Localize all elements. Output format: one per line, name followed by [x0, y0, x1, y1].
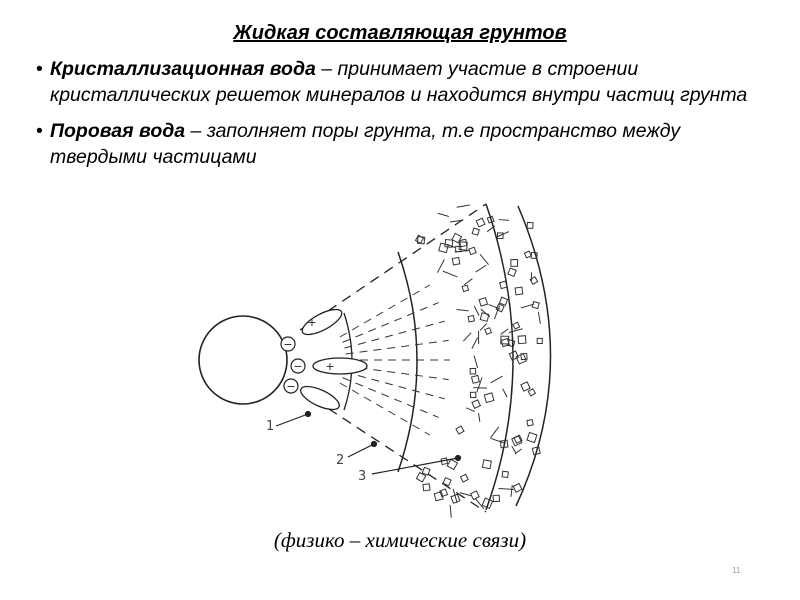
soil-tick: [457, 309, 469, 310]
label-3: 3: [358, 469, 367, 484]
soil-square: [493, 495, 499, 501]
soil-tick: [480, 254, 488, 264]
bullet-dot: •: [36, 58, 43, 80]
soil-square: [521, 382, 530, 391]
soil-tick: [457, 205, 470, 207]
soil-square: [482, 460, 491, 469]
soil-square: [469, 247, 476, 254]
soil-square: [476, 218, 485, 227]
bullet-term: Кристаллизационная вода: [50, 58, 316, 80]
label-2: 2: [336, 453, 345, 468]
layer-boundary-2: [398, 252, 417, 472]
leader-line-1: [276, 414, 308, 426]
soil-square: [502, 471, 508, 477]
soil-tick: [474, 306, 479, 316]
diagram-caption: (физико – химические связи): [273, 528, 527, 552]
soil-square: [452, 257, 459, 264]
soil-tick: [438, 213, 449, 216]
radial-dash: [342, 303, 438, 343]
soil-square: [422, 467, 430, 475]
outer-layer-marks: [415, 205, 542, 518]
soil-square: [423, 484, 430, 491]
leader-dot-1: [306, 412, 311, 417]
soil-tick: [515, 449, 522, 454]
ellipse-bottom-outer: [298, 382, 343, 414]
ion-sign-1: −: [283, 338, 293, 351]
soil-square: [527, 222, 533, 228]
soil-tick: [477, 377, 482, 392]
bullet-text: – заполняет поры грунта, т.е пространство между твердыми частицами: [50, 120, 681, 168]
soil-tick: [511, 485, 512, 497]
soil-tick: [443, 271, 458, 277]
soil-tick: [474, 356, 478, 368]
layer-boundary-3: [486, 204, 513, 510]
soil-tick: [538, 312, 540, 324]
leader-line-2: [348, 444, 374, 457]
leader-line-3: [372, 458, 458, 474]
bullet-dot: •: [36, 120, 43, 142]
soil-square: [513, 322, 520, 329]
radial-dash: [344, 372, 444, 399]
soil-square: [537, 338, 542, 343]
soil-square: [508, 268, 516, 276]
soil-square: [527, 420, 533, 426]
soil-square: [461, 474, 469, 482]
soil-tick: [466, 408, 474, 412]
soil-tick: [491, 427, 499, 438]
bullet-term: Поровая вода: [50, 120, 186, 142]
soil-square: [447, 459, 457, 469]
soil-tick: [473, 388, 487, 389]
soil-square: [513, 483, 522, 492]
soil-square: [479, 298, 487, 306]
soil-square: [524, 251, 531, 258]
soil-square: [462, 285, 468, 291]
soil-square: [485, 328, 492, 335]
ellipse-middle-outer: [313, 358, 367, 374]
ion-sign-5: +: [307, 316, 317, 329]
soil-tick: [479, 413, 480, 422]
page-number: 11: [732, 566, 741, 575]
soil-tick: [512, 446, 516, 453]
soil-tick: [499, 220, 509, 221]
leader-dot-3: [456, 456, 461, 461]
soil-square: [500, 281, 508, 289]
soil-square: [471, 491, 480, 500]
soil-square: [528, 389, 535, 396]
radial-dash: [344, 321, 444, 348]
soil-tick: [490, 376, 502, 383]
soil-square: [470, 368, 476, 374]
radial-dash: [346, 340, 449, 354]
soil-square: [518, 336, 526, 344]
slide-title: Жидкая составляющая грунтов: [233, 22, 567, 44]
soil-square: [532, 301, 539, 308]
soil-tick: [437, 259, 444, 272]
soil-particle: [199, 316, 287, 404]
radial-dash: [342, 378, 438, 418]
soil-square: [468, 316, 474, 322]
soil-square: [460, 239, 467, 246]
soil-square: [527, 433, 537, 443]
soil-square: [472, 228, 479, 235]
soil-square: [456, 426, 464, 434]
soil-square: [456, 246, 461, 251]
ion-sign-3: −: [286, 380, 296, 393]
soil-square: [484, 393, 494, 403]
label-1: 1: [266, 419, 275, 434]
soil-tick: [472, 338, 478, 349]
soil-square: [440, 489, 448, 497]
soil-square: [471, 375, 479, 383]
soil-square: [470, 392, 475, 397]
soil-tick: [476, 265, 486, 272]
ion-sign-4: +: [325, 360, 335, 373]
ion-sign-2: −: [293, 360, 303, 373]
soil-square: [472, 400, 480, 408]
soil-square: [499, 297, 507, 305]
soil-square: [515, 287, 523, 295]
ellipse-top-outer: [299, 305, 345, 340]
soil-tick: [503, 389, 507, 397]
soil-tick: [501, 329, 509, 335]
soil-tick: [464, 279, 472, 285]
bullet-text: – принимает участие в строении кристаллических решеток минералов и находится внутри частиц грунта: [50, 58, 748, 106]
soil-tick: [463, 333, 471, 341]
soil-square: [480, 313, 489, 322]
soil-square: [511, 260, 518, 267]
leader-dot-2: [372, 442, 377, 447]
soil-tick: [450, 505, 451, 518]
